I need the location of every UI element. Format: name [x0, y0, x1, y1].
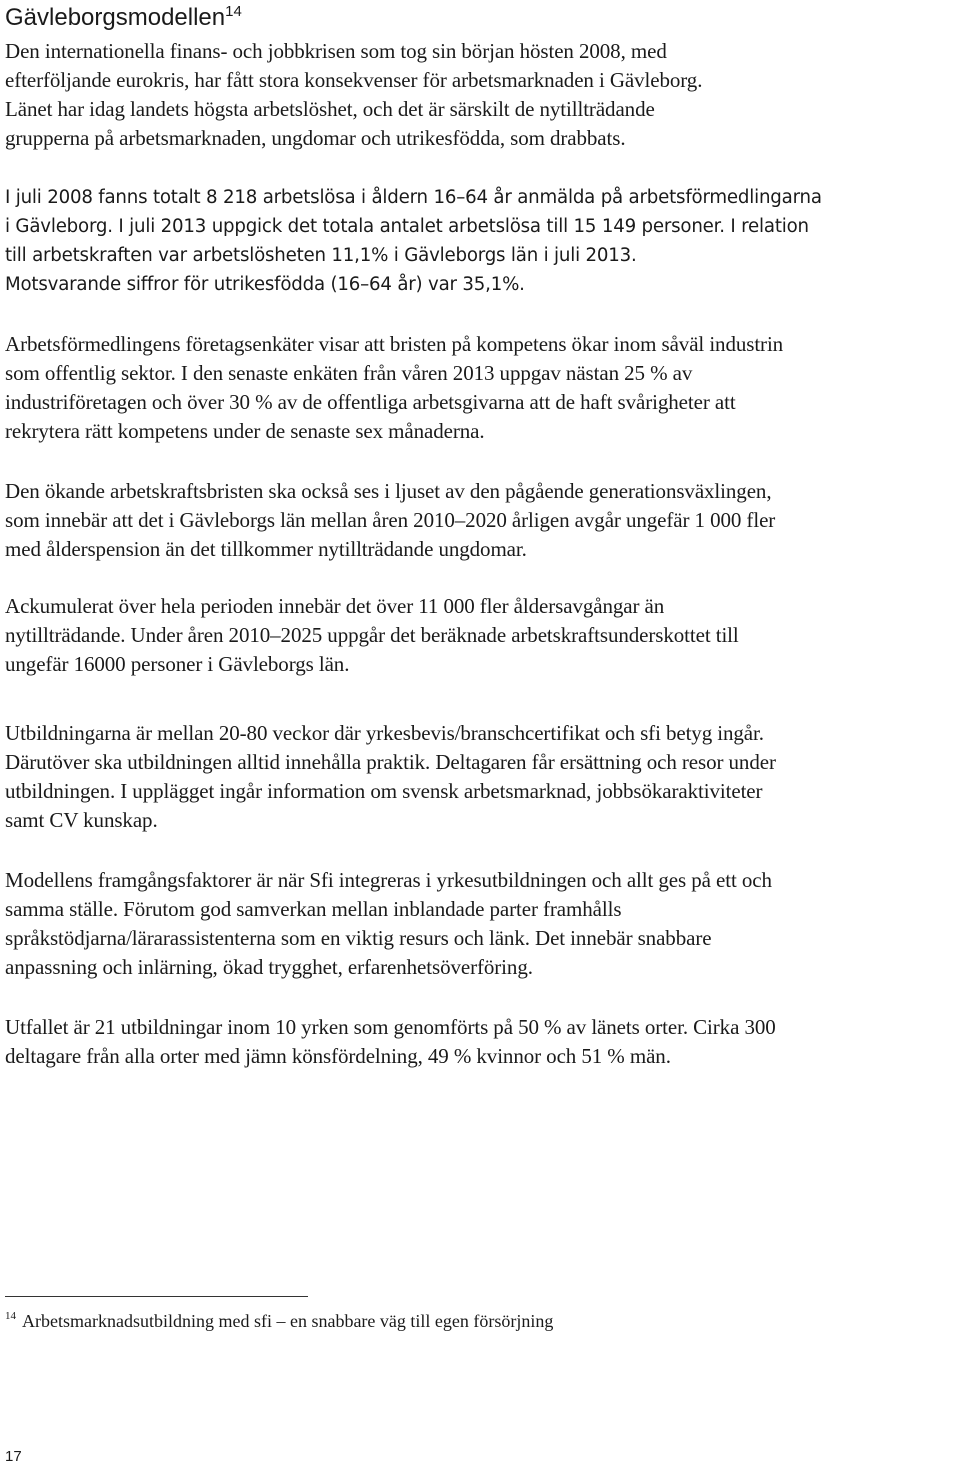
paragraph-line: med ålderspension än det tillkommer nytillträdande ungdomar. [5, 537, 527, 561]
paragraph-outcome [5, 1013, 957, 1071]
paragraph-line: Den ökande arbetskraftsbristen ska också ses i ljuset av den pågående generationsväxlingen, [5, 479, 772, 503]
paragraph-line: Den internationella finans- och jobbkrisen som tog sin början hösten 2008, med [5, 39, 667, 63]
paragraph-line: utbildningen. I upplägget ingår information om svensk arbetsmarknad, jobbsökaraktiviteter [5, 779, 763, 803]
paragraph-line: Ackumulerat över hela perioden innebär det över 11 000 fler åldersavgångar än [5, 594, 665, 618]
paragraph-line: rekrytera rätt kompetens under de senaste sex månaderna. [5, 419, 485, 443]
footnote-number: 14 [5, 1310, 16, 1322]
paragraph-unemployment [5, 183, 957, 299]
paragraph-line: samt CV kunskap. [5, 808, 158, 832]
paragraph-education [5, 719, 957, 835]
heading-title: Gävleborgsmodellen [5, 4, 226, 31]
paragraph-line: industriföretagen och över 30 % av de offentliga arbetsgivarna att de haft svårigheter att [5, 390, 736, 414]
paragraph-line: som innebär att det i Gävleborgs län mellan åren 2010–2020 årligen avgår ungefär 1 000 fler [5, 508, 776, 532]
page-number: 17 [5, 1448, 22, 1465]
paragraph-line: samma ställe. Förutom god samverkan mellan inblandade parter framhålls [5, 897, 622, 921]
paragraph-line: Utbildningarna är mellan 20-80 veckor där yrkesbevis/branschcertifikat och sfi betyg ingår. [5, 721, 764, 745]
paragraph-line: nytillträdande. Under åren 2010–2025 uppgår det beräknade arbetskraftsunderskottet till [5, 623, 739, 647]
paragraph-line: I juli 2008 fanns totalt 8 218 arbetslösa i åldern 16–64 år anmälda på arbetsförmedlingarna [5, 187, 822, 208]
paragraph-generation-shift [5, 477, 957, 564]
paragraph-line: deltagare från alla orter med jämn könsfördelning, 49 % kvinnor och 51 % män. [5, 1044, 671, 1068]
paragraph-line: till arbetskraften var arbetslösheten 11,1% i Gävleborgs län i juli 2013. [5, 245, 637, 266]
paragraph-success-factors [5, 866, 957, 982]
paragraph-line: ungefär 16000 personer i Gävleborgs län. [5, 652, 350, 676]
paragraph-line: Motsvarande siffror för utrikesfödda (16–64 år) var 35,1%. [5, 274, 525, 295]
paragraph-line: som offentlig sektor. I den senaste enkäten från våren 2013 uppgav nästan 25 % av [5, 361, 693, 385]
paragraph-line: Arbetsförmedlingens företagsenkäter visar att bristen på kompetens ökar inom såväl industrin [5, 332, 784, 356]
paragraph-line: Utfallet är 21 utbildningar inom 10 yrken som genomförts på 50 % av länets orter. Cirka 300 [5, 1015, 776, 1039]
paragraph-line: Därutöver ska utbildningen alltid innehålla praktik. Deltagaren får ersättning och resor under [5, 750, 776, 774]
paragraph-accumulated [5, 592, 957, 679]
heading-footnote-ref[interactable]: 14 [225, 3, 242, 20]
paragraph-line: efterföljande eurokris, har fått stora konsekvenser för arbetsmarknaden i Gävleborg. [5, 68, 703, 92]
paragraph-line: Länet har idag landets högsta arbetslöshet, och det är särskilt de nytillträdande [5, 97, 655, 121]
paragraph-company-survey [5, 330, 957, 446]
footnote-text: Arbetsmarknadsutbildning med sfi – en snabbare väg till egen försörjning [22, 1311, 554, 1331]
footnote [5, 1308, 553, 1334]
paragraph-line: grupperna på arbetsmarknaden, ungdomar och utrikesfödda, som drabbats. [5, 126, 626, 150]
paragraph-line: Modellens framgångsfaktorer är när Sfi integreras i yrkesutbildningen och allt ges på ett och [5, 868, 772, 892]
paragraph-line: anpassning och inlärning, ökad trygghet, erfarenhetsöverföring. [5, 955, 533, 979]
paragraph-line: språkstödjarna/lärarassistenterna som en viktig resurs och länk. Det innebär snabbare [5, 926, 712, 950]
paragraph-line: i Gävleborg. I juli 2013 uppgick det totala antalet arbetslösa till 15 149 personer. I relation [5, 216, 809, 237]
paragraph-intro [5, 37, 957, 153]
section-heading [5, 4, 242, 32]
footnote-separator [5, 1296, 308, 1297]
